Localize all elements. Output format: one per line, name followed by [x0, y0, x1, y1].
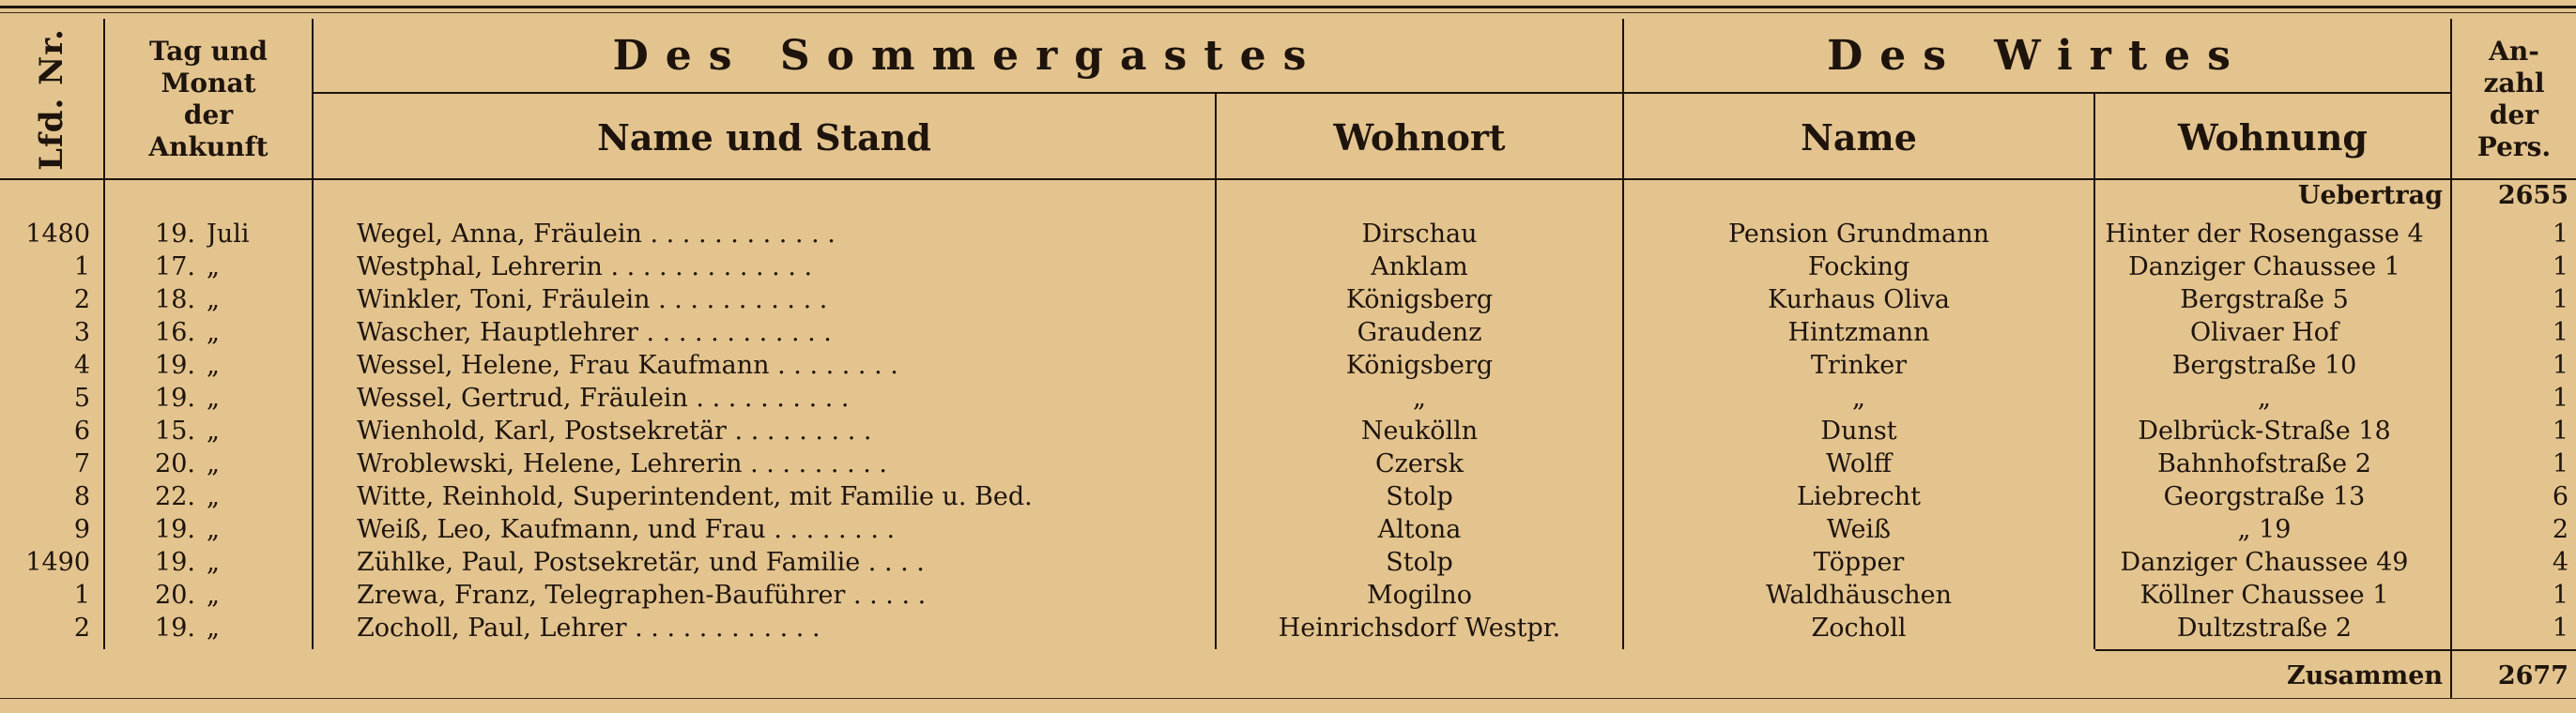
guest-residence: Königsberg — [1345, 351, 1494, 380]
lfd-nr: 3 — [73, 318, 90, 347]
arrival-month: „ — [207, 548, 220, 577]
arrival-day: 20. — [155, 449, 195, 478]
guest-name: Wessel, Gertrud, Fräulein . . . . . . . . . . — [357, 384, 850, 413]
arrival-month: „ — [207, 384, 220, 413]
guest-residence: Dirschau — [1361, 220, 1478, 249]
arrival-day: 16. — [155, 318, 195, 347]
header-lfd-nr: Lfd. Nr. — [33, 28, 70, 171]
arrival-day: 17. — [155, 252, 195, 281]
person-count: 1 — [2552, 220, 2568, 249]
arrival-month: „ — [207, 581, 220, 610]
host-address: Hinter der Rosengasse 4 — [2105, 220, 2424, 249]
uebertrag-value: 2655 — [2497, 181, 2568, 210]
person-count: 6 — [2552, 482, 2568, 511]
guest-name: Wroblewski, Helene, Lehrerin . . . . . . . . . — [357, 449, 887, 478]
guest-name: Wessel, Helene, Frau Kaufmann . . . . . . . . — [357, 351, 898, 380]
lfd-nr: 1 — [73, 581, 90, 610]
arrival-day: 19. — [155, 220, 195, 249]
host-address: Delbrück-Straße 18 — [2138, 417, 2391, 446]
arrival-month: „ — [207, 318, 220, 347]
arrival-day: 22. — [155, 482, 195, 511]
arrival-month: „ — [207, 417, 220, 446]
host-address: Köllner Chaussee 1 — [2139, 581, 2389, 610]
guest-residence: Czersk — [1375, 449, 1464, 478]
guest-name: Weiß, Leo, Kaufmann, und Frau . . . . . . . . — [357, 515, 896, 544]
zusammen-label: Zusammen — [2287, 661, 2443, 690]
column-divider — [1622, 180, 1624, 649]
person-count: 1 — [2552, 581, 2568, 610]
top-rule — [0, 6, 2576, 8]
lfd-nr: 1480 — [25, 220, 90, 249]
column-divider — [2093, 180, 2095, 649]
table-row — [0, 614, 2576, 643]
column-divider — [1215, 180, 1217, 649]
table-row — [0, 581, 2576, 610]
table-row — [0, 548, 2576, 577]
header-wohnort: Wohnort — [1333, 115, 1506, 159]
table-row — [0, 351, 2576, 380]
person-count: 1 — [2552, 351, 2568, 380]
guest-name: Zühlke, Paul, Postsekretär, und Familie . . . . — [357, 548, 925, 577]
sum-rule — [2095, 649, 2576, 651]
column-divider — [312, 180, 314, 649]
host-address: Dultzstraße 2 — [2176, 614, 2353, 643]
guest-residence: Heinrichsdorf Westpr. — [1278, 614, 1561, 643]
host-address: Bahnhofstraße 2 — [2157, 449, 2371, 478]
host-name: Pension Grundmann — [1727, 220, 1990, 249]
lfd-nr: 8 — [73, 482, 90, 511]
host-name: Wolff — [1826, 449, 1892, 478]
person-count: 2 — [2552, 515, 2568, 544]
arrival-month: „ — [207, 252, 220, 281]
guest-residence: Altona — [1377, 515, 1462, 544]
arrival-day: 19. — [155, 384, 195, 413]
host-address: Georgstraße 13 — [2163, 482, 2366, 511]
arrival-month: „ — [207, 449, 220, 478]
guest-name: Zrewa, Franz, Telegraphen-Bauführer . . . . . — [357, 581, 927, 610]
arrival-month: „ — [207, 614, 220, 643]
host-name: Trinker — [1810, 351, 1908, 380]
person-count: 1 — [2552, 449, 2568, 478]
header-wirt: Des Wirtes — [1827, 31, 2247, 80]
guest-residence: Graudenz — [1357, 318, 1482, 347]
table-row — [0, 449, 2576, 478]
guest-residence: Mogilno — [1366, 581, 1473, 610]
host-address: „ — [2258, 384, 2271, 413]
host-name: Focking — [1807, 252, 1910, 281]
host-name: Dunst — [1820, 417, 1897, 446]
guest-name: Westphal, Lehrerin . . . . . . . . . . . . . — [357, 252, 813, 281]
header-sommergast: Des Sommergastes — [612, 31, 1324, 80]
arrival-day: 19. — [155, 515, 195, 544]
guest-name: Winkler, Toni, Fräulein . . . . . . . . . . . — [357, 285, 828, 314]
person-count: 1 — [2552, 252, 2568, 281]
arrival-day: 18. — [155, 285, 195, 314]
lfd-nr: 1 — [73, 252, 90, 281]
host-address: Olivaer Hof — [2189, 318, 2339, 347]
host-name: Liebrecht — [1796, 482, 1922, 511]
host-address: „ 19 — [2237, 515, 2292, 544]
person-count: 1 — [2552, 285, 2568, 314]
uebertrag-label: Uebertrag — [2297, 181, 2443, 210]
arrival-month: „ — [207, 515, 220, 544]
guest-name: Wegel, Anna, Fräulein . . . . . . . . . . . . — [357, 220, 836, 249]
arrival-month: „ — [207, 285, 220, 314]
person-count: 1 — [2552, 384, 2568, 413]
table-row — [0, 482, 2576, 511]
header-anzahl: An- zahl der Pers. — [2476, 36, 2552, 162]
person-count: 1 — [2552, 614, 2568, 643]
table-row — [0, 220, 2576, 249]
guest-residence: Stolp — [1386, 548, 1453, 577]
header-wohnung: Wohnung — [2177, 115, 2368, 159]
table-row — [0, 252, 2576, 281]
bottom-rule — [0, 698, 2576, 699]
guest-name: Zocholl, Paul, Lehrer . . . . . . . . . . . . — [357, 614, 820, 643]
table-row — [0, 318, 2576, 347]
host-name: Kurhaus Oliva — [1768, 285, 1950, 314]
lfd-nr: 2 — [73, 614, 90, 643]
guest-residence: Stolp — [1386, 482, 1453, 511]
lfd-nr: 5 — [73, 384, 90, 413]
top-rule-thin — [0, 12, 2576, 13]
table-row — [0, 285, 2576, 314]
arrival-month: Juli — [207, 220, 250, 249]
guest-residence: Königsberg — [1345, 285, 1494, 314]
arrival-day: 15. — [155, 417, 195, 446]
column-divider — [103, 180, 105, 649]
table-row — [0, 417, 2576, 446]
person-count: 1 — [2552, 417, 2568, 446]
arrival-month: „ — [207, 482, 220, 511]
host-name: Weiß — [1826, 515, 1892, 544]
table-header — [0, 19, 2576, 180]
host-name: Zocholl — [1811, 614, 1907, 643]
host-name: Hintzmann — [1787, 318, 1930, 347]
arrival-day: 20. — [155, 581, 195, 610]
host-name: Töpper — [1813, 548, 1905, 577]
header-name-stand: Name und Stand — [597, 115, 931, 159]
guest-name: Wascher, Hauptlehrer . . . . . . . . . . . . — [357, 318, 832, 347]
host-name: „ — [1852, 384, 1865, 413]
lfd-nr: 4 — [73, 351, 90, 380]
arrival-day: 19. — [155, 614, 195, 643]
header-wirt-name: Name — [1801, 115, 1917, 159]
arrival-day: 19. — [155, 548, 195, 577]
lfd-nr: 7 — [73, 449, 90, 478]
lfd-nr: 6 — [73, 417, 90, 446]
guest-residence: Neukölln — [1360, 417, 1479, 446]
zusammen-value: 2677 — [2497, 661, 2568, 690]
lfd-nr: 2 — [73, 285, 90, 314]
guest-residence: „ — [1413, 384, 1426, 413]
header-tag-monat: Tag und Monat der Ankunft — [148, 36, 268, 162]
table-row — [0, 515, 2576, 544]
person-count: 4 — [2552, 548, 2568, 577]
host-address: Danziger Chaussee 1 — [2128, 252, 2400, 281]
guest-name: Witte, Reinhold, Superintendent, mit Familie u. Bed. — [357, 482, 1033, 511]
host-address: Bergstraße 10 — [2171, 351, 2357, 380]
lfd-nr: 9 — [73, 515, 90, 544]
host-address: Bergstraße 5 — [2180, 285, 2349, 314]
guest-residence: Anklam — [1371, 252, 1468, 281]
table-row — [0, 384, 2576, 413]
lfd-nr: 1490 — [25, 548, 90, 577]
arrival-month: „ — [207, 351, 220, 380]
person-count: 1 — [2552, 318, 2568, 347]
guest-name: Wienhold, Karl, Postsekretär . . . . . . . . . — [357, 417, 872, 446]
host-name: Waldhäuschen — [1765, 581, 1953, 610]
arrival-day: 19. — [155, 351, 195, 380]
table-body — [0, 180, 2576, 713]
host-address: Danziger Chaussee 49 — [2120, 548, 2409, 577]
